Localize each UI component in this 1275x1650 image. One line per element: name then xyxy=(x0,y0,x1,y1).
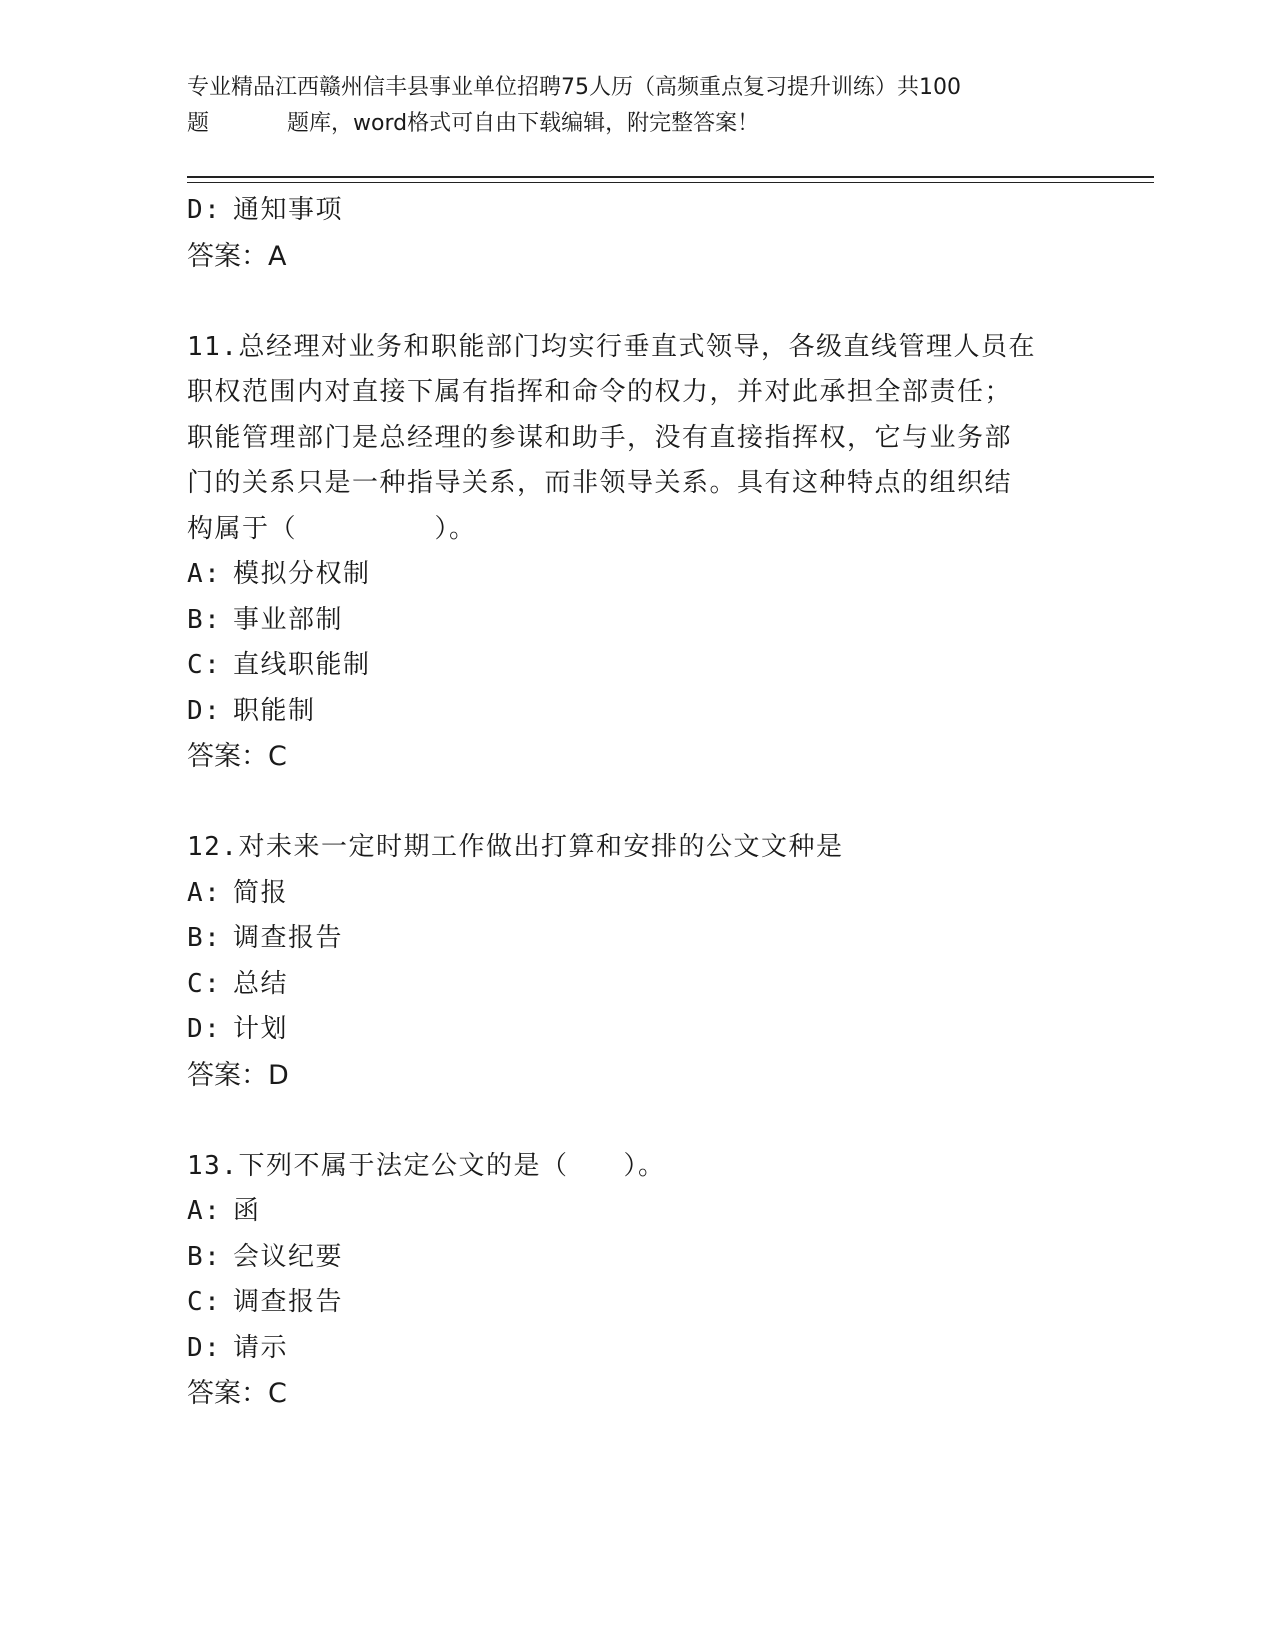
option-key: D: xyxy=(187,695,222,726)
option-item xyxy=(187,1326,1087,1372)
header-subtitle-line xyxy=(187,106,1087,142)
option-text: 简报 xyxy=(233,877,289,908)
question-stem-line: 职能管理部门是总经理的参谋和助手，没有直接指挥权，它与业务部 xyxy=(187,422,1013,453)
option-text: 计划 xyxy=(233,1014,289,1044)
option-item xyxy=(187,1189,1087,1235)
option-item xyxy=(187,962,1087,1008)
question-stem-line: 11.总经理对业务和职能部门均实行垂直式领导，各级直线管理人员在 xyxy=(187,331,1036,362)
option-text: 函 xyxy=(233,1196,261,1226)
answer-line: 答案：D xyxy=(187,1059,289,1091)
option-text: 模拟分权制 xyxy=(233,559,371,589)
spacer xyxy=(187,279,1087,325)
option-item xyxy=(187,643,1087,689)
header-divider-thick xyxy=(187,176,1154,178)
page-header xyxy=(187,70,1087,142)
option-item xyxy=(187,1007,1087,1053)
option-key: B: xyxy=(187,1241,222,1272)
document-body xyxy=(187,188,1087,1417)
option-key: C: xyxy=(187,650,222,680)
answer-line: 答案：A xyxy=(187,240,287,272)
option-item xyxy=(187,188,1087,234)
option-text: 通知事项 xyxy=(233,195,344,225)
answer-line: 答案：C xyxy=(187,741,287,772)
option-key: D: xyxy=(187,1332,222,1363)
option-item xyxy=(187,598,1087,644)
option-item xyxy=(187,916,1087,962)
option-key: D: xyxy=(187,195,222,225)
question-stem-line: 12.对未来一定时期工作做出打算和安排的公文文种是 xyxy=(187,832,844,862)
option-text: 请示 xyxy=(233,1332,289,1363)
answer-line: 答案：C xyxy=(187,1378,287,1409)
option-item xyxy=(187,1280,1087,1326)
spacer xyxy=(187,780,1087,826)
question-stem-line: 13.下列不属于法定公文的是（ ）。 xyxy=(187,1150,666,1181)
option-text: 调查报告 xyxy=(233,923,344,953)
option-text: 会议纪要 xyxy=(233,1241,344,1272)
option-key: A: xyxy=(187,877,222,908)
option-key: B: xyxy=(187,923,222,953)
option-item xyxy=(187,689,1087,735)
option-item xyxy=(187,552,1087,598)
option-key: A: xyxy=(187,1196,222,1226)
option-key: B: xyxy=(187,604,222,635)
question-stem-line: 职权范围内对直接下属有指挥和命令的权力，并对此承担全部责任； xyxy=(187,377,1013,407)
option-key: C: xyxy=(187,968,222,999)
option-text: 直线职能制 xyxy=(233,650,371,680)
header-divider-thin xyxy=(187,182,1154,183)
option-key: A: xyxy=(187,559,222,589)
option-text: 调查报告 xyxy=(233,1287,344,1317)
option-text: 总结 xyxy=(233,968,289,999)
option-item xyxy=(187,1235,1087,1281)
spacer xyxy=(187,1098,1087,1144)
option-key: C: xyxy=(187,1287,222,1317)
question-stem-line: 构属于（ ）。 xyxy=(187,513,477,544)
option-text: 事业部制 xyxy=(233,604,344,635)
option-text: 职能制 xyxy=(233,695,316,726)
header-subtitle-text: 题库，word格式可自由下载编辑，附完整答案！ xyxy=(287,111,760,136)
question-stem-line: 门的关系只是一种指导关系，而非领导关系。具有这种特点的组织结 xyxy=(187,468,1013,498)
option-item xyxy=(187,871,1087,917)
header-subtitle-lead: 题 xyxy=(187,111,210,136)
header-title-line: 专业精品江西赣州信丰县事业单位招聘75人历（高频重点复习提升训练）共100 xyxy=(187,75,961,100)
option-key: D: xyxy=(187,1014,222,1044)
